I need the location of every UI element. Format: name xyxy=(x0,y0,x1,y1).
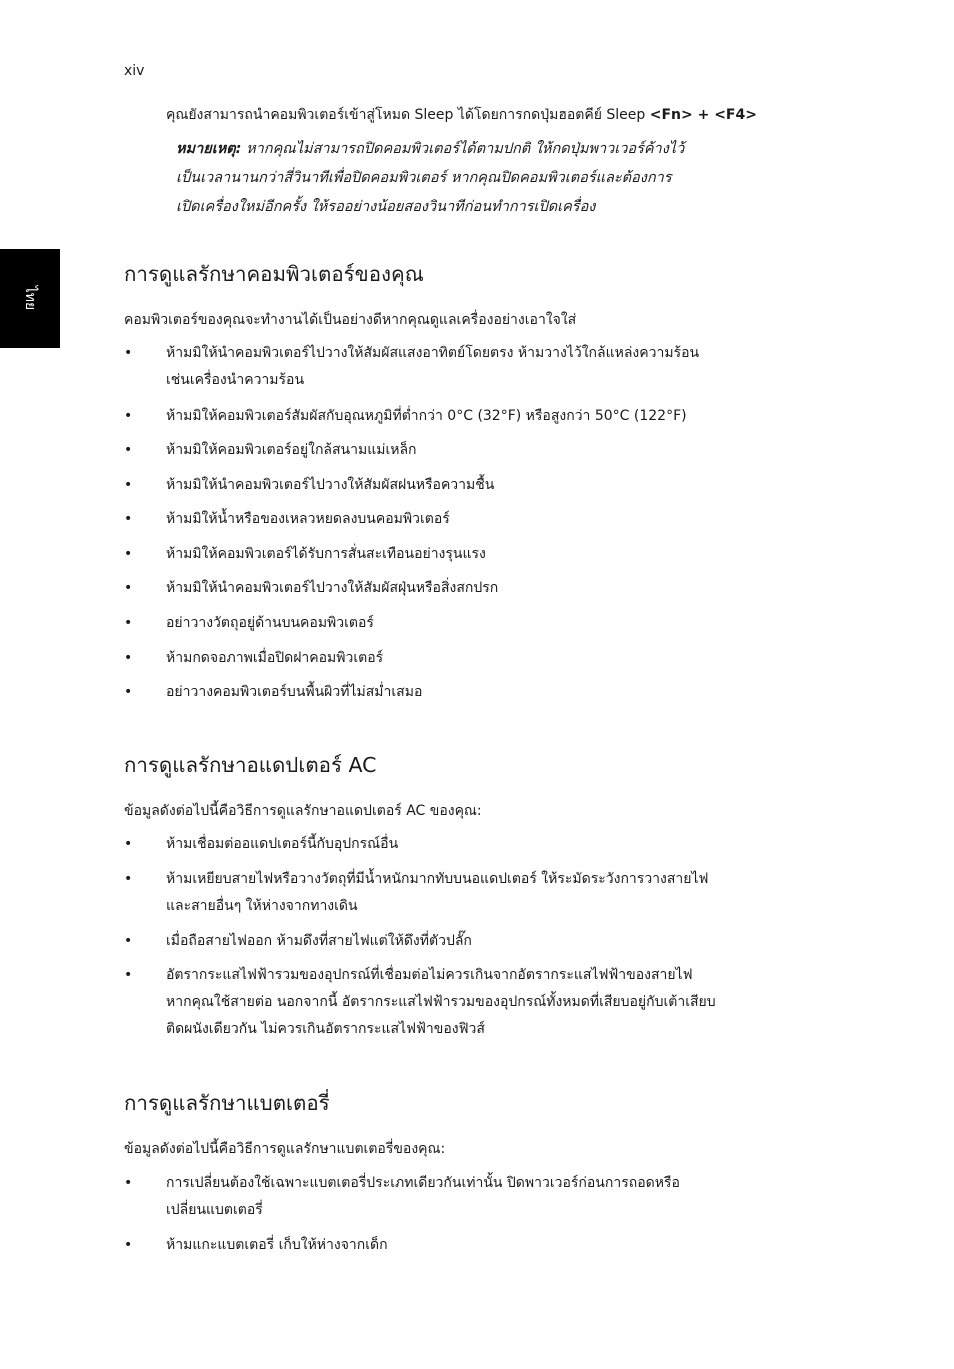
list-item-line: ห้ามมิให้นำคอมพิวเตอร์ไปวางให้สัมผัสฝุ่นหรือสิ่งสกปรก xyxy=(166,580,499,596)
list-item-line: และสายอื่นๆ ให้ห่างจากทางเดิน xyxy=(166,898,358,914)
list-item-text xyxy=(166,831,786,858)
list-item-line: ห้ามเชื่อมต่ออแดปเตอร์นี้กับอุปกรณ์อื่น xyxy=(166,836,399,852)
section-lead-battery-care: ข้อมูลดังต่อไปนี้คือวิธีการดูแลรักษาแบตเตอรี่ของคุณ: xyxy=(124,1141,446,1157)
section-lead-adapter-care: ข้อมูลดังต่อไปนี้คือวิธีการดูแลรักษาอแดปเตอร์ AC ของคุณ: xyxy=(124,803,482,819)
bullet-icon: • xyxy=(124,580,133,596)
list-item-text xyxy=(166,575,786,602)
sleep-hotkey-text: คุณยังสามารถนำคอมพิวเตอร์เข้าสู่โหมด Sleep ได้โดยการกดปุ่มฮอตคีย์ Sleep xyxy=(166,107,650,123)
list-item-line: เปลี่ยนแบตเตอรี่ xyxy=(166,1202,263,1218)
language-side-tab xyxy=(0,249,60,348)
note-text-1: หากคุณไม่สามารถปิดคอมพิวเตอร์ได้ตามปกติ ให้กดปุ่มพาวเวอร์ค้างไว้ xyxy=(241,141,685,157)
sleep-hotkey-paragraph xyxy=(166,104,757,126)
list-item-line: ห้ามมิให้น้ำหรือของเหลวหยดลงบนคอมพิวเตอร์ xyxy=(166,511,450,527)
list-item-text xyxy=(166,541,786,568)
bullet-icon: • xyxy=(124,477,133,493)
list-item-text xyxy=(166,472,786,499)
list-item-text xyxy=(166,437,786,464)
list-item-text xyxy=(166,679,786,706)
section-heading-adapter-care: การดูแลรักษาอแดปเตอร์ AC xyxy=(124,753,377,777)
list-item-line: เช่นเครื่องนำความร้อน xyxy=(166,372,305,388)
list-item-text xyxy=(166,506,786,533)
section-heading-battery-care: การดูแลรักษาแบตเตอรี่ xyxy=(124,1091,330,1115)
list-item-text xyxy=(166,340,786,394)
list-item-line: ห้ามมิให้นำคอมพิวเตอร์ไปวางให้สัมผัสฝนหรือความชื้น xyxy=(166,477,495,493)
list-item-line: ห้ามมิให้คอมพิวเตอร์สัมผัสกับอุณหภูมิที่ต่ำกว่า 0°C (32°F) หรือสูงกว่า 50°C (122°F) xyxy=(166,408,687,424)
power-note-line-1 xyxy=(176,135,736,164)
bullet-icon: • xyxy=(124,1175,133,1191)
list-item-line: ห้ามกดจอภาพเมื่อปิดฝาคอมพิวเตอร์ xyxy=(166,650,384,666)
sleep-hotkey-keys: <Fn> + <F4> xyxy=(649,107,757,123)
bullet-icon: • xyxy=(124,684,133,700)
note-label: หมายเหตุ: xyxy=(176,141,242,157)
list-item-text xyxy=(166,1232,786,1259)
list-item-line: อย่าวางคอมพิวเตอร์บนพื้นผิวที่ไม่สม่ำเสมอ xyxy=(166,684,423,700)
list-item-line: ห้ามมิให้คอมพิวเตอร์ได้รับการสั่นสะเทือนอย่างรุนแรง xyxy=(166,546,486,562)
power-note-line-3: เปิดเครื่องใหม่อีกครั้ง ให้รออย่างน้อยสองวินาทีก่อนทำการเปิดเครื่อง xyxy=(176,199,596,215)
list-item-text xyxy=(166,928,786,955)
bullet-icon: • xyxy=(124,1237,133,1253)
list-item-line: การเปลี่ยนต้องใช้เฉพาะแบตเตอรี่ประเภทเดียวกันเท่านั้น ปิดพาวเวอร์ก่อนการถอดหรือ xyxy=(166,1175,680,1191)
list-item-text xyxy=(166,1170,786,1224)
bullet-icon: • xyxy=(124,511,133,527)
list-item-text xyxy=(166,866,786,920)
bullet-icon: • xyxy=(124,408,133,424)
page-number: xiv xyxy=(124,63,145,79)
bullet-icon: • xyxy=(124,615,133,631)
list-item-line: ห้ามมิให้นำคอมพิวเตอร์ไปวางให้สัมผัสแสงอาทิตย์โดยตรง ห้ามวางไว้ใกล้แหล่งความร้อน xyxy=(166,345,700,361)
list-item-line: หากคุณใช้สายต่อ นอกจากนี้ อัตรากระแสไฟฟ้ารวมของอุปกรณ์ทั้งหมดที่เสียบอยู่กับเต้าเสียบ xyxy=(166,994,716,1010)
bullet-icon: • xyxy=(124,345,133,361)
list-item-text xyxy=(166,962,786,1043)
bullet-icon: • xyxy=(124,836,133,852)
list-item-line: ห้ามเหยียบสายไฟหรือวางวัตถุที่มีน้ำหนักมากทับบนอแดปเตอร์ ให้ระมัดระวังการวางสายไฟ xyxy=(166,871,709,887)
section-lead-computer-care: คอมพิวเตอร์ของคุณจะทำงานได้เป็นอย่างดีหากคุณดูแลเครื่องอย่างเอาใจใส่ xyxy=(124,312,577,328)
power-note-line-2: เป็นเวลานานกว่าสี่วินาทีเพื่อปิดคอมพิวเตอร์ หากคุณปิดคอมพิวเตอร์และต้องการ xyxy=(176,170,672,186)
bullet-icon: • xyxy=(124,546,133,562)
power-note xyxy=(176,135,736,222)
list-item-line: เมื่อถือสายไฟออก ห้ามดึงที่สายไฟแต่ให้ดึงที่ตัวปลั๊ก xyxy=(166,933,472,949)
language-side-tab-label: ไทย xyxy=(22,285,38,311)
bullet-icon: • xyxy=(124,650,133,666)
list-item-line: ห้ามมิให้คอมพิวเตอร์อยู่ใกล้สนามแม่เหล็ก xyxy=(166,442,417,458)
list-item-line: ห้ามแกะแบตเตอรี่ เก็บให้ห่างจากเด็ก xyxy=(166,1237,388,1253)
bullet-icon: • xyxy=(124,871,133,887)
bullet-icon: • xyxy=(124,442,133,458)
list-item-line: อัตรากระแสไฟฟ้ารวมของอุปกรณ์ที่เชื่อมต่อไม่ควรเกินจากอัตรากระแสไฟฟ้าของสายไฟ xyxy=(166,967,693,983)
bullet-icon: • xyxy=(124,967,133,983)
list-item-text xyxy=(166,403,786,430)
bullet-icon: • xyxy=(124,933,133,949)
section-heading-computer-care: การดูแลรักษาคอมพิวเตอร์ของคุณ xyxy=(124,262,424,286)
list-item-line: อย่าวางวัตถุอยู่ด้านบนคอมพิวเตอร์ xyxy=(166,615,374,631)
list-item-line: ติดผนังเดียวกัน ไม่ควรเกินอัตรากระแสไฟฟ้าของฟิวส์ xyxy=(166,1021,485,1037)
list-item-text xyxy=(166,645,786,672)
list-item-text xyxy=(166,610,786,637)
